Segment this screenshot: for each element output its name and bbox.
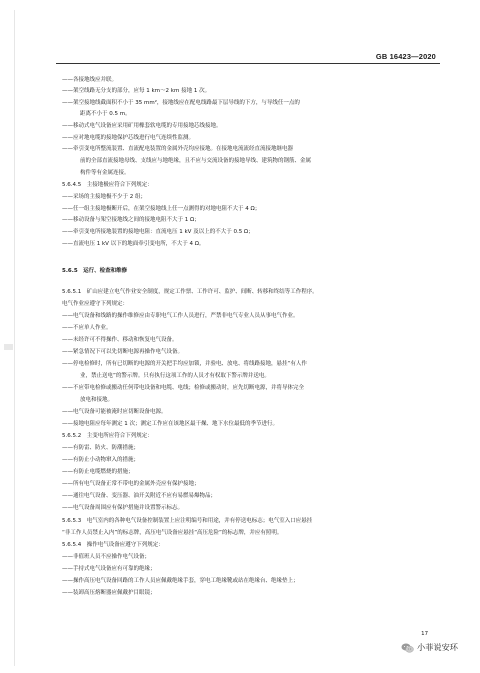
text-line: ——移动式电气设备应采用矿用橡套软电缆的专用接地芯线接地。	[62, 123, 222, 129]
text-line: ——电气设备和线路的操作维修应由专职电气工作人员进行，严禁非电气专业人员从事电气作业。	[62, 313, 299, 319]
clause-heading: 5.6.5.1 矿山应建立电气作业安全制度，规定工作票、工作许可、监护、间断、转移和终结等工作程序。	[62, 289, 318, 295]
text-line: ——架空线路无分支的部分，应每 1 km～2 km 接地 1 次。	[62, 88, 211, 94]
text-line: ——非值班人员不应操作电气设备；	[62, 554, 151, 560]
text-line: ——通往电气设备、变压器、油开关附近不应有易燃易爆物品；	[62, 493, 217, 499]
clause-heading: 5.6.5.3 电气室内的各种电气设备控制装置上应注明编号和用途，并有停送电标志；电气室入口应悬挂	[62, 518, 313, 524]
text-line: ——任一组主接地极断开后，在架空接地线上任一点测得的对地电阻不大于 4 Ω；	[62, 206, 261, 212]
text-line: 业，禁止送电”的警示牌。只有执行这项工作的人员才有权取下警示牌并送电。	[80, 373, 270, 379]
text-line: ——接地电阻应每年测定 1 次；测定工作应在该地区最干燥、地下水位最低的季节进行。	[62, 421, 278, 427]
text-line: ——手持式电气设备应有可靠的绝缘；	[62, 566, 156, 572]
text-line: ——不应带电检修或搬动任何带电设备和电缆、电线；检修或搬动时，应先切断电源，并将导体完全	[62, 385, 305, 391]
clause-heading: 5.6.5.2 主变电所应符合下列规定：	[62, 433, 153, 439]
text-line: ——移动设备与架空接地线之间的接地电阻不大于 1 Ω；	[62, 217, 200, 223]
text-line: 放电和接地。	[80, 397, 114, 403]
text-line: ——应对地电缆的接地保护芯线进行电气连续性监测。	[62, 135, 195, 141]
text-line: ——电气设备可能被淹时应切断设备电源。	[62, 409, 167, 415]
text-line: ——有防止小动物窜入的措施；	[62, 457, 140, 463]
text-line: ——所有电气设备正常不带电的金属外壳应有保护接地；	[62, 481, 200, 487]
text-line: ——未经许可不得操作、移动和恢复电气设备。	[62, 337, 178, 343]
wechat-icon	[401, 643, 414, 653]
text-line: ——采场的主接地极不少于 2 组；	[62, 194, 146, 200]
clause-heading: 5.6.5.4 操作电气设备应遵守下列规定：	[62, 542, 164, 548]
text-line: ——架空接地线截面积不小于 35 mm²，接地线应在配电线路最下层导线的下方，与导线任一点的	[62, 100, 300, 106]
text-line: “非工作人员禁止入内”的标志牌，高压电气设备应悬挂“高压危险”的标志牌，并应有照明。	[62, 530, 283, 536]
watermark	[401, 642, 458, 653]
text-line: ——不应单人作业。	[62, 325, 112, 331]
text-line: ——有防止电缆燃烧的措施；	[62, 469, 134, 475]
text-line: ——牵引变电所接地装置的接地电阻：直流电压 1 kV 及以上的不大于 0.5 Ω；	[62, 229, 254, 235]
text-line: ——紧急情况下可以先切断电源再操作电气设备。	[62, 349, 184, 355]
text-line: ——电气设备周围应有保护措施并设置警示标志。	[62, 505, 184, 511]
section-title: 5.6.5 运行、检查和维修	[62, 268, 128, 274]
text-line: ——牵引变电所整流装置、直流配电装置的金属外壳均应接地。在接地电流流经直流接地继电器	[62, 146, 294, 152]
text-line: ——操作高压电气设备回路的工作人员应佩戴绝缘手套，穿电工绝缘靴或站在绝缘台、绝缘垫上；	[62, 578, 299, 584]
text-line: 电气作业应遵守下列规定：	[62, 301, 129, 307]
text-line: ——装卸高压熔断器应佩戴护目眼镜；	[62, 590, 156, 596]
text-line: ——直流电压 1 kV 以下的地面牵引变电所，不大于 4 Ω。	[62, 241, 205, 247]
text-line: ——停电检修时，所有已切断的电源的开关把手均应加锁，并验电、放电、将线路接地，悬挂“有人作	[62, 361, 307, 367]
text-line: 构件等有金属连接。	[80, 170, 130, 176]
watermark-text: 小菲说安环	[417, 642, 458, 652]
scroll-tab	[4, 344, 13, 350]
clause-heading: 5.6.4.5 主接地极应符合下列规定：	[62, 182, 153, 188]
header-rule	[56, 63, 440, 64]
standard-code: GB 16423—2020	[375, 52, 436, 61]
text-line: ——各接地线应并联。	[62, 77, 118, 83]
page-number: 17	[421, 631, 428, 637]
text-line: 距离不小于 0.5 m。	[80, 111, 131, 117]
text-line: 前的全部直流接地母线、支线应与地绝缘，且不应与交流设备的接地导线、建筑物的钢筋、金属	[80, 158, 312, 164]
text-line: ——有防雷、防火、防潮措施；	[62, 445, 140, 451]
